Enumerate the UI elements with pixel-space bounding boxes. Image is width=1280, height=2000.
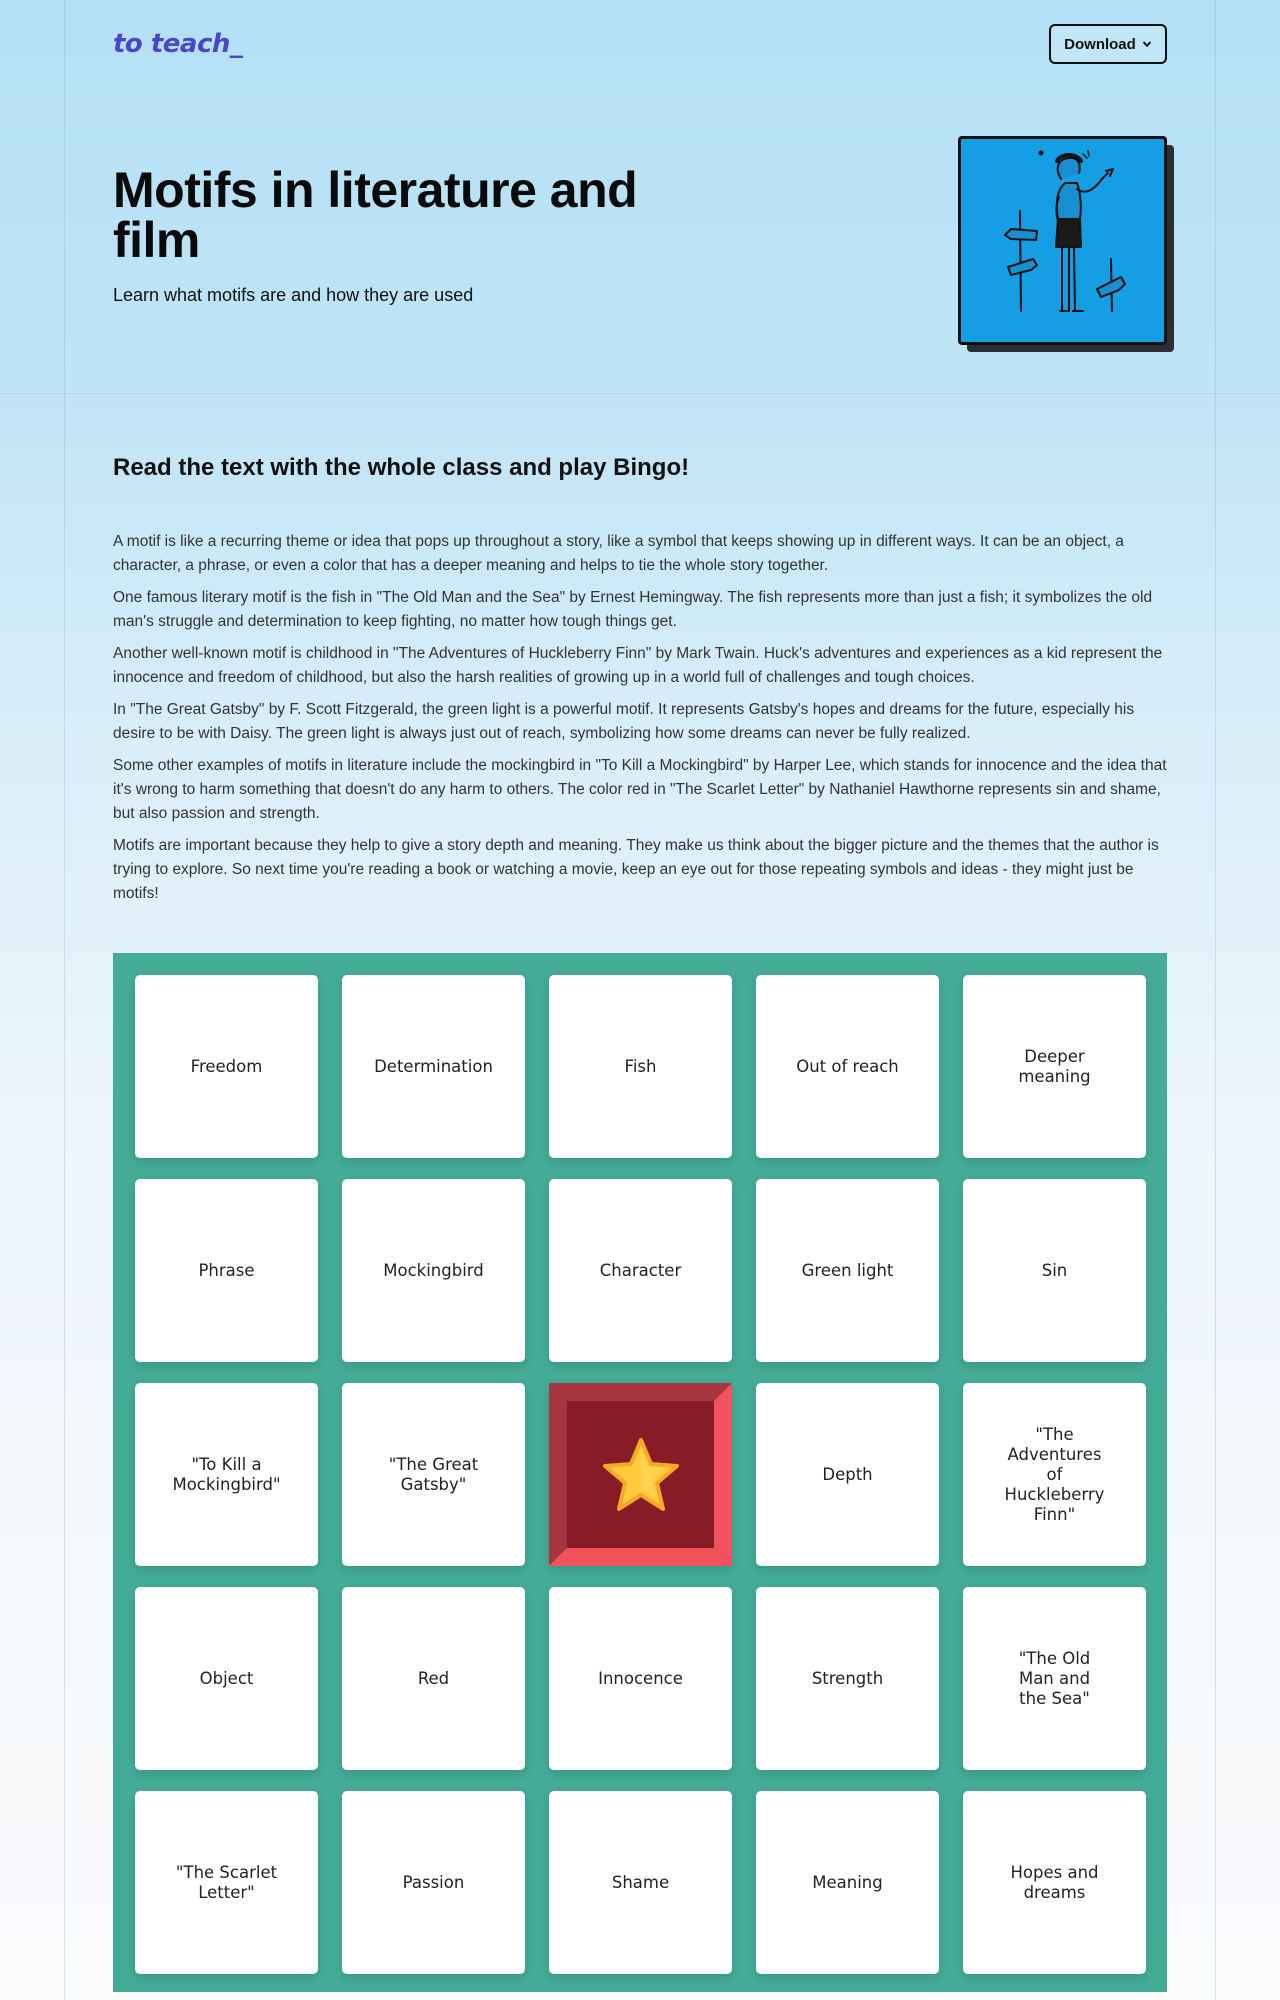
bingo-cell[interactable]: Object bbox=[135, 1587, 318, 1770]
hero-illustration bbox=[958, 136, 1167, 345]
bingo-cell[interactable]: Passion bbox=[342, 1791, 525, 1974]
bingo-cell[interactable]: Meaning bbox=[756, 1791, 939, 1974]
bingo-cell[interactable]: "The Old Man and the Sea" bbox=[963, 1587, 1146, 1770]
download-button[interactable] bbox=[1049, 24, 1167, 64]
bingo-grid bbox=[135, 975, 1145, 1974]
bingo-cell[interactable]: "To Kill a Mockingbird" bbox=[135, 1383, 318, 1566]
page-title: Motifs in literature and film bbox=[113, 162, 638, 268]
chevron-down-icon bbox=[1142, 39, 1152, 49]
bingo-cell[interactable]: Sin bbox=[963, 1179, 1146, 1362]
person-with-signposts-illustration bbox=[961, 139, 1164, 342]
star-icon bbox=[599, 1435, 683, 1515]
bingo-board bbox=[113, 953, 1167, 1992]
paragraph: Motifs are important because they help to give a story depth and meaning. They make us think about the bigger picture and the themes that the author is trying to explore. So next time you're reading a book or watching a movie, keep an eye out for those repeating symbols and ideas - they might just be motifs! bbox=[113, 837, 1159, 902]
bingo-cell[interactable]: Out of reach bbox=[756, 975, 939, 1158]
page-subtitle: Learn what motifs are and how they are used bbox=[113, 285, 474, 305]
paragraph: One famous literary motif is the fish in "The Old Man and the Sea" by Ernest Hemingway. The fish represents more than just a fish; it symbolizes the old man's struggle and determination to keep fighting, no matter how tough things get. bbox=[113, 589, 1153, 630]
bingo-cell[interactable]: Strength bbox=[756, 1587, 939, 1770]
bingo-cell[interactable]: "The Adventures of Huckleberry Finn" bbox=[963, 1383, 1146, 1566]
download-label: Download bbox=[1064, 35, 1136, 53]
bingo-cell[interactable]: Determination bbox=[342, 975, 525, 1158]
bingo-cell[interactable]: Depth bbox=[756, 1383, 939, 1566]
logo[interactable]: to teach_ bbox=[113, 29, 243, 59]
bingo-cell[interactable]: Hopes and dreams bbox=[963, 1791, 1146, 1974]
bingo-cell[interactable]: Deeper meaning bbox=[963, 975, 1146, 1158]
bingo-cell[interactable]: Phrase bbox=[135, 1179, 318, 1362]
bingo-cell[interactable]: Fish bbox=[549, 975, 732, 1158]
paragraph: Some other examples of motifs in literature include the mockingbird in "To Kill a Mockingbird" by Harper Lee, which stands for innocence and the idea that it's wrong to harm something that doesn't do any harm to others. The color red in "The Scarlet Letter" by Nathaniel Hawthorne represents sin and shame, but also passion and strength. bbox=[113, 757, 1167, 822]
layout-guide-left bbox=[64, 0, 65, 2000]
top-bar bbox=[113, 22, 1167, 66]
paragraph: In "The Great Gatsby" by F. Scott Fitzgerald, the green light is a powerful motif. It represents Gatsby's hopes and dreams for the future, especially his desire to be with Daisy. The green light is always just out of reach, symbolizing how some dreams can never be fully realized. bbox=[113, 701, 1135, 742]
bingo-cell[interactable]: Freedom bbox=[135, 975, 318, 1158]
bingo-cell[interactable]: "The Scarlet Letter" bbox=[135, 1791, 318, 1974]
bingo-cell[interactable]: "The Great Gatsby" bbox=[342, 1383, 525, 1566]
bingo-free-cell[interactable] bbox=[549, 1383, 732, 1566]
layout-guide-right bbox=[1215, 0, 1216, 2000]
article-body bbox=[113, 530, 1167, 914]
paragraph: Another well-known motif is childhood in "The Adventures of Huckleberry Finn" by Mark Twain. Huck's adventures and experiences as a kid represent the innocence and freedom of childhood, but also the harsh realities of growing up in a world full of challenges and tough choices. bbox=[113, 645, 1163, 686]
paragraph: A motif is like a recurring theme or idea that pops up throughout a story, like a symbol that keeps showing up in different ways. It can be an object, a character, a phrase, or even a color that has a deeper meaning and helps to tie the whole story together. bbox=[113, 533, 1124, 574]
bingo-cell[interactable]: Character bbox=[549, 1179, 732, 1362]
bingo-cell[interactable]: Innocence bbox=[549, 1587, 732, 1770]
bingo-cell[interactable]: Red bbox=[342, 1587, 525, 1770]
bingo-cell[interactable]: Shame bbox=[549, 1791, 732, 1974]
section-heading: Read the text with the whole class and play Bingo! bbox=[113, 454, 690, 481]
hero-divider bbox=[0, 393, 1280, 394]
bingo-cell[interactable]: Mockingbird bbox=[342, 1179, 525, 1362]
bingo-cell[interactable]: Green light bbox=[756, 1179, 939, 1362]
